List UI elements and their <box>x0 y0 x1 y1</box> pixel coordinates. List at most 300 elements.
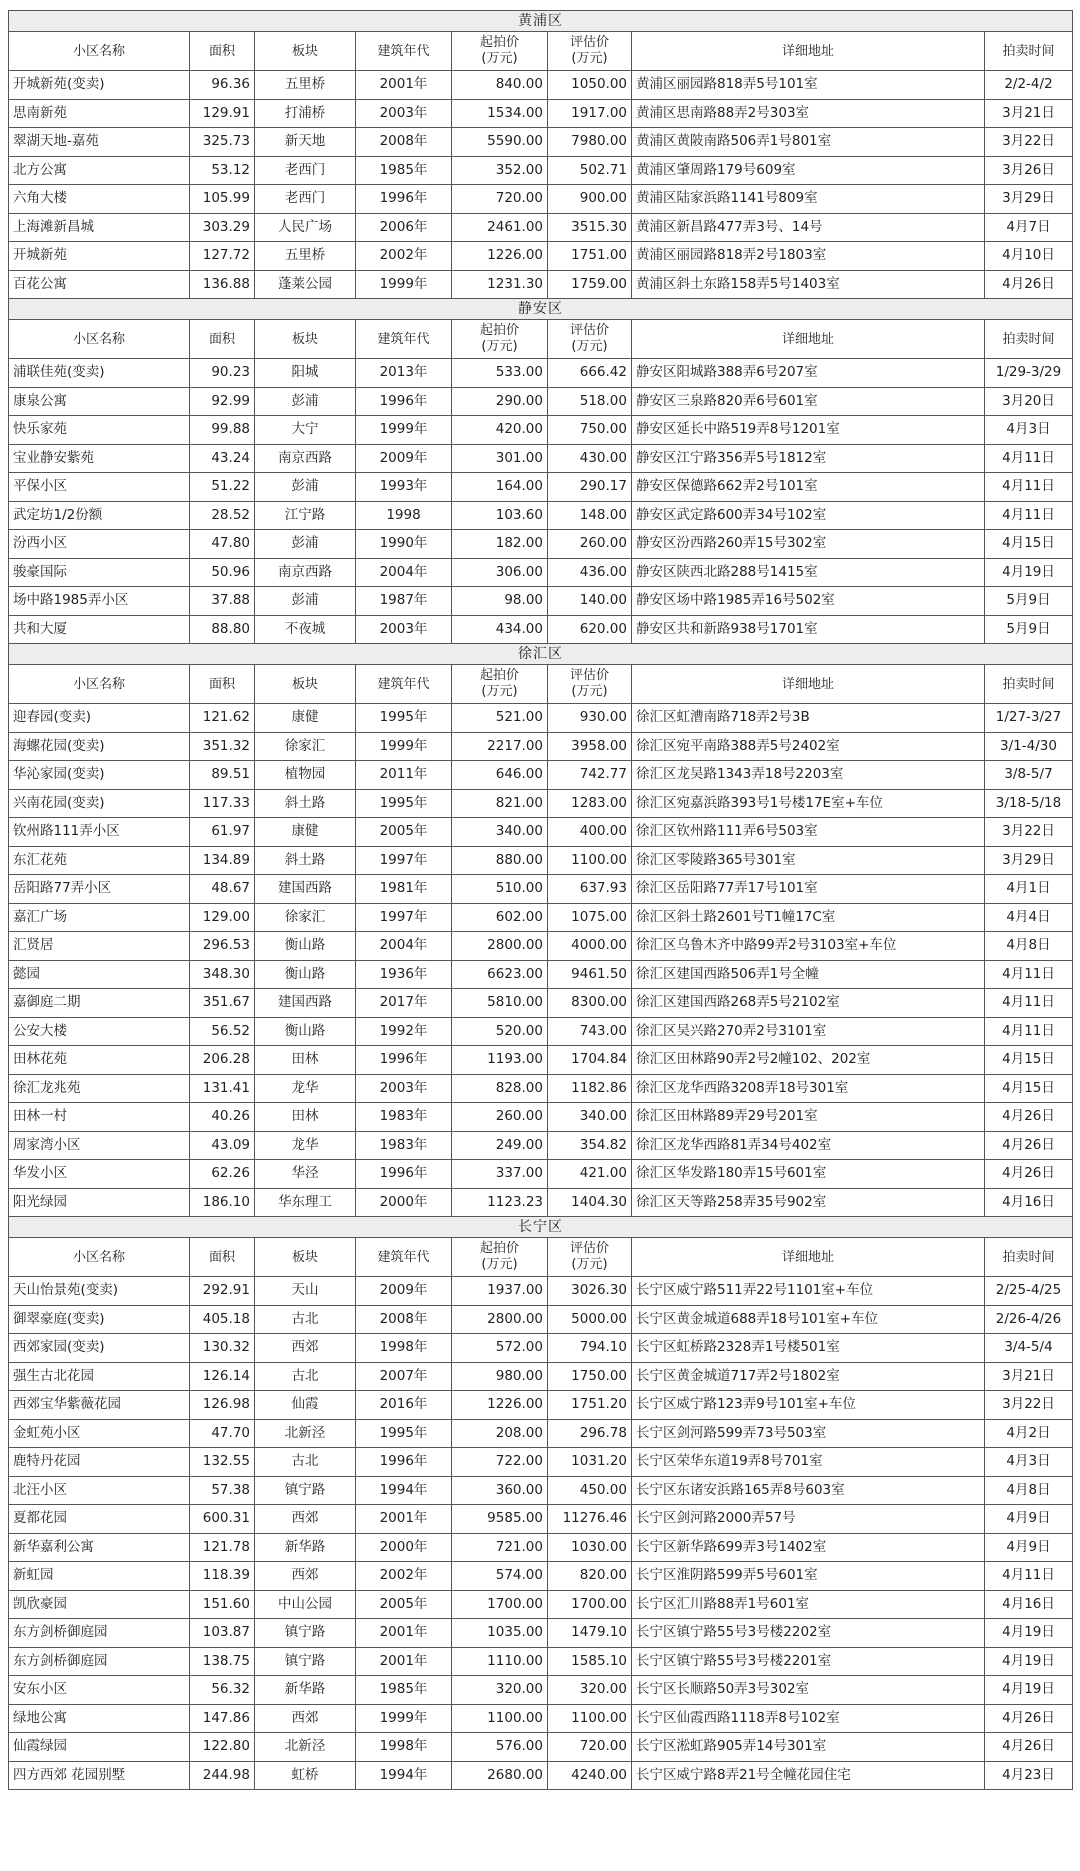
table-body <box>9 11 1073 1790</box>
table-row <box>9 989 1073 1018</box>
cell-auction-date: 4月23日 <box>985 1761 1073 1790</box>
cell-block: 北新泾 <box>255 1419 356 1448</box>
cell-eval-price: 7980.00 <box>548 128 632 157</box>
cell-year: 2001年 <box>356 1647 452 1676</box>
table-row <box>9 1704 1073 1733</box>
cell-block: 建国西路 <box>255 875 356 904</box>
cell-area: 117.33 <box>190 789 255 818</box>
table-row <box>9 1017 1073 1046</box>
table-row <box>9 71 1073 100</box>
header-address: 详细地址 <box>632 1238 985 1277</box>
cell-eval-price: 1585.10 <box>548 1647 632 1676</box>
cell-eval-price: 720.00 <box>548 1733 632 1762</box>
cell-start-price: 2217.00 <box>452 732 548 761</box>
cell-start-price: 821.00 <box>452 789 548 818</box>
cell-address: 徐汇区龙华西路81弄34号402室 <box>632 1131 985 1160</box>
cell-address: 长宁区黄金城道688弄18号101室+车位 <box>632 1305 985 1334</box>
cell-area: 90.23 <box>190 359 255 388</box>
cell-area: 118.39 <box>190 1562 255 1591</box>
cell-area: 121.78 <box>190 1533 255 1562</box>
cell-eval-price: 742.77 <box>548 761 632 790</box>
cell-address: 静安区三泉路820弄6号601室 <box>632 387 985 416</box>
cell-name: 浦联佳苑(变卖) <box>9 359 190 388</box>
table-row <box>9 1590 1073 1619</box>
table-row <box>9 1103 1073 1132</box>
header-area: 面积 <box>190 320 255 359</box>
header-start-price-line1: 起拍价 <box>479 668 519 683</box>
cell-name: 强生古北花园 <box>9 1362 190 1391</box>
cell-eval-price: 1100.00 <box>548 1704 632 1733</box>
cell-address: 长宁区长顺路50弄3号302室 <box>632 1676 985 1705</box>
cell-eval-price: 5000.00 <box>548 1305 632 1334</box>
cell-eval-price: 1700.00 <box>548 1590 632 1619</box>
cell-name: 康泉公寓 <box>9 387 190 416</box>
cell-auction-date: 4月15日 <box>985 1046 1073 1075</box>
cell-year: 2013年 <box>356 359 452 388</box>
cell-name: 徐汇龙兆苑 <box>9 1074 190 1103</box>
cell-eval-price: 900.00 <box>548 185 632 214</box>
cell-name: 周家湾小区 <box>9 1131 190 1160</box>
cell-area: 56.52 <box>190 1017 255 1046</box>
cell-year: 1996年 <box>356 1160 452 1189</box>
cell-block: 田林 <box>255 1046 356 1075</box>
cell-eval-price: 1100.00 <box>548 846 632 875</box>
cell-year: 1981年 <box>356 875 452 904</box>
cell-start-price: 980.00 <box>452 1362 548 1391</box>
cell-start-price: 260.00 <box>452 1103 548 1132</box>
cell-address: 徐汇区钦州路111弄6号503室 <box>632 818 985 847</box>
cell-year: 1998年 <box>356 1733 452 1762</box>
cell-area: 122.80 <box>190 1733 255 1762</box>
cell-name: 华发小区 <box>9 1160 190 1189</box>
cell-area: 351.67 <box>190 989 255 1018</box>
table-row <box>9 1476 1073 1505</box>
cell-eval-price: 1404.30 <box>548 1188 632 1217</box>
district-title: 黄浦区 <box>9 11 1073 32</box>
cell-address: 徐汇区宛平南路388弄5号2402室 <box>632 732 985 761</box>
cell-name: 平保小区 <box>9 473 190 502</box>
cell-block: 建国西路 <box>255 989 356 1018</box>
cell-eval-price: 1759.00 <box>548 270 632 299</box>
cell-year: 2002年 <box>356 1562 452 1591</box>
cell-name: 安东小区 <box>9 1676 190 1705</box>
table-row <box>9 846 1073 875</box>
cell-block: 不夜城 <box>255 615 356 644</box>
cell-name: 西郊宝华紫薇花园 <box>9 1391 190 1420</box>
cell-year: 1997年 <box>356 903 452 932</box>
table-row <box>9 1676 1073 1705</box>
cell-start-price: 306.00 <box>452 558 548 587</box>
header-name: 小区名称 <box>9 320 190 359</box>
district-title-row <box>9 644 1073 665</box>
header-start-price <box>452 32 548 71</box>
table-row <box>9 530 1073 559</box>
cell-block: 老西门 <box>255 185 356 214</box>
header-eval-price-line1: 评估价 <box>569 1241 609 1256</box>
cell-year: 1999年 <box>356 270 452 299</box>
table-row <box>9 960 1073 989</box>
cell-start-price: 1937.00 <box>452 1277 548 1306</box>
cell-name: 鹿特丹花园 <box>9 1448 190 1477</box>
cell-area: 348.30 <box>190 960 255 989</box>
cell-name: 田林一村 <box>9 1103 190 1132</box>
cell-start-price: 1193.00 <box>452 1046 548 1075</box>
cell-eval-price: 421.00 <box>548 1160 632 1189</box>
cell-block: 蓬莱公园 <box>255 270 356 299</box>
cell-area: 130.32 <box>190 1334 255 1363</box>
cell-auction-date: 4月8日 <box>985 932 1073 961</box>
cell-year: 1994年 <box>356 1761 452 1790</box>
cell-block: 古北 <box>255 1305 356 1334</box>
cell-address: 长宁区威宁路8弄21号全幢花园住宅 <box>632 1761 985 1790</box>
cell-area: 47.80 <box>190 530 255 559</box>
cell-year: 1993年 <box>356 473 452 502</box>
cell-name: 嘉御庭二期 <box>9 989 190 1018</box>
cell-block: 江宁路 <box>255 501 356 530</box>
cell-area: 129.91 <box>190 99 255 128</box>
cell-name: 东汇花苑 <box>9 846 190 875</box>
cell-start-price: 434.00 <box>452 615 548 644</box>
cell-block: 田林 <box>255 1103 356 1132</box>
cell-year: 2008年 <box>356 128 452 157</box>
cell-eval-price: 502.71 <box>548 156 632 185</box>
header-block: 板块 <box>255 665 356 704</box>
cell-auction-date: 4月11日 <box>985 989 1073 1018</box>
cell-year: 1983年 <box>356 1103 452 1132</box>
cell-eval-price: 436.00 <box>548 558 632 587</box>
header-address: 详细地址 <box>632 32 985 71</box>
header-start-price-line2: (万元) <box>481 339 518 354</box>
cell-auction-date: 1/29-3/29 <box>985 359 1073 388</box>
cell-area: 147.86 <box>190 1704 255 1733</box>
header-start-price <box>452 665 548 704</box>
cell-year: 1990年 <box>356 530 452 559</box>
header-eval-price-line1: 评估价 <box>569 323 609 338</box>
cell-year: 1987年 <box>356 587 452 616</box>
cell-area: 89.51 <box>190 761 255 790</box>
cell-start-price: 572.00 <box>452 1334 548 1363</box>
cell-start-price: 828.00 <box>452 1074 548 1103</box>
cell-year: 1996年 <box>356 1046 452 1075</box>
cell-area: 121.62 <box>190 704 255 733</box>
cell-block: 徐家汇 <box>255 732 356 761</box>
cell-start-price: 290.00 <box>452 387 548 416</box>
cell-start-price: 646.00 <box>452 761 548 790</box>
cell-start-price: 1226.00 <box>452 1391 548 1420</box>
cell-year: 2003年 <box>356 99 452 128</box>
header-area: 面积 <box>190 1238 255 1277</box>
cell-eval-price: 3515.30 <box>548 213 632 242</box>
cell-year: 1996年 <box>356 387 452 416</box>
cell-address: 长宁区剑河路599弄73号503室 <box>632 1419 985 1448</box>
cell-year: 1999年 <box>356 732 452 761</box>
cell-name: 百花公寓 <box>9 270 190 299</box>
table-row <box>9 501 1073 530</box>
cell-year: 2008年 <box>356 1305 452 1334</box>
cell-name: 海螺花园(变卖) <box>9 732 190 761</box>
cell-auction-date: 1/27-3/27 <box>985 704 1073 733</box>
header-date: 拍卖时间 <box>985 32 1073 71</box>
cell-block: 南京西路 <box>255 558 356 587</box>
cell-address: 长宁区虹桥路2328弄1号楼501室 <box>632 1334 985 1363</box>
cell-start-price: 6623.00 <box>452 960 548 989</box>
cell-auction-date: 3月22日 <box>985 128 1073 157</box>
cell-eval-price: 320.00 <box>548 1676 632 1705</box>
cell-year: 1999年 <box>356 416 452 445</box>
cell-name: 华沁家园(变卖) <box>9 761 190 790</box>
cell-year: 1936年 <box>356 960 452 989</box>
cell-auction-date: 4月9日 <box>985 1533 1073 1562</box>
cell-name: 天山怡景苑(变卖) <box>9 1277 190 1306</box>
cell-start-price: 182.00 <box>452 530 548 559</box>
table-row <box>9 156 1073 185</box>
cell-area: 48.67 <box>190 875 255 904</box>
cell-auction-date: 3月29日 <box>985 185 1073 214</box>
table-row <box>9 1761 1073 1790</box>
cell-block: 徐家汇 <box>255 903 356 932</box>
cell-block: 五里桥 <box>255 71 356 100</box>
cell-address: 长宁区淞虹路905弄14号301室 <box>632 1733 985 1762</box>
cell-auction-date: 4月10日 <box>985 242 1073 271</box>
cell-year: 2005年 <box>356 818 452 847</box>
table-row <box>9 1046 1073 1075</box>
cell-start-price: 2800.00 <box>452 932 548 961</box>
cell-address: 徐汇区田林路89弄29号201室 <box>632 1103 985 1132</box>
cell-address: 长宁区荣华东道19弄8号701室 <box>632 1448 985 1477</box>
cell-eval-price: 930.00 <box>548 704 632 733</box>
cell-auction-date: 4月7日 <box>985 213 1073 242</box>
cell-year: 2001年 <box>356 1505 452 1534</box>
cell-block: 五里桥 <box>255 242 356 271</box>
cell-auction-date: 4月8日 <box>985 1476 1073 1505</box>
cell-year: 2011年 <box>356 761 452 790</box>
cell-area: 53.12 <box>190 156 255 185</box>
cell-year: 1985年 <box>356 156 452 185</box>
cell-block: 中山公园 <box>255 1590 356 1619</box>
cell-start-price: 1123.23 <box>452 1188 548 1217</box>
cell-eval-price: 820.00 <box>548 1562 632 1591</box>
cell-block: 康健 <box>255 818 356 847</box>
cell-eval-price: 140.00 <box>548 587 632 616</box>
cell-auction-date: 4月11日 <box>985 444 1073 473</box>
cell-block: 彭浦 <box>255 587 356 616</box>
table-row <box>9 416 1073 445</box>
table-row <box>9 1533 1073 1562</box>
cell-address: 长宁区淮阴路599弄5号601室 <box>632 1562 985 1591</box>
cell-address: 徐汇区龙吴路1343弄18号2203室 <box>632 761 985 790</box>
cell-address: 徐汇区岳阳路77弄17号101室 <box>632 875 985 904</box>
cell-name: 六角大楼 <box>9 185 190 214</box>
table-row <box>9 1160 1073 1189</box>
cell-year: 2000年 <box>356 1188 452 1217</box>
cell-block: 人民广场 <box>255 213 356 242</box>
cell-block: 镇宁路 <box>255 1647 356 1676</box>
cell-start-price: 840.00 <box>452 71 548 100</box>
table-row <box>9 128 1073 157</box>
cell-area: 186.10 <box>190 1188 255 1217</box>
cell-name: 迎春园(变卖) <box>9 704 190 733</box>
cell-start-price: 1110.00 <box>452 1647 548 1676</box>
cell-area: 103.87 <box>190 1619 255 1648</box>
cell-eval-price: 1479.10 <box>548 1619 632 1648</box>
cell-address: 静安区武定路600弄34号102室 <box>632 501 985 530</box>
cell-block: 彭浦 <box>255 530 356 559</box>
cell-name: 北方公寓 <box>9 156 190 185</box>
cell-auction-date: 3月21日 <box>985 1362 1073 1391</box>
cell-auction-date: 4月19日 <box>985 558 1073 587</box>
table-row <box>9 903 1073 932</box>
cell-eval-price: 1031.20 <box>548 1448 632 1477</box>
cell-year: 1996年 <box>356 185 452 214</box>
cell-address: 长宁区镇宁路55号3号楼2202室 <box>632 1619 985 1648</box>
cell-name: 共和大厦 <box>9 615 190 644</box>
table-row <box>9 213 1073 242</box>
cell-address: 黄浦区黄陂南路506弄1号801室 <box>632 128 985 157</box>
cell-start-price: 164.00 <box>452 473 548 502</box>
cell-block: 华东理工 <box>255 1188 356 1217</box>
cell-start-price: 98.00 <box>452 587 548 616</box>
cell-block: 打浦桥 <box>255 99 356 128</box>
cell-eval-price: 340.00 <box>548 1103 632 1132</box>
table-row <box>9 615 1073 644</box>
cell-auction-date: 4月4日 <box>985 903 1073 932</box>
cell-address: 静安区延长中路519弄8号1201室 <box>632 416 985 445</box>
cell-block: 镇宁路 <box>255 1619 356 1648</box>
cell-eval-price: 400.00 <box>548 818 632 847</box>
cell-year: 1996年 <box>356 1448 452 1477</box>
cell-area: 126.98 <box>190 1391 255 1420</box>
header-area: 面积 <box>190 665 255 704</box>
cell-auction-date: 4月16日 <box>985 1188 1073 1217</box>
cell-year: 2000年 <box>356 1533 452 1562</box>
header-name: 小区名称 <box>9 32 190 71</box>
cell-auction-date: 3/1-4/30 <box>985 732 1073 761</box>
cell-start-price: 320.00 <box>452 1676 548 1705</box>
cell-eval-price: 620.00 <box>548 615 632 644</box>
cell-block: 阳城 <box>255 359 356 388</box>
header-row <box>9 665 1073 704</box>
header-eval-price-line1: 评估价 <box>569 35 609 50</box>
cell-block: 西郊 <box>255 1505 356 1534</box>
cell-block: 西郊 <box>255 1562 356 1591</box>
cell-auction-date: 3月26日 <box>985 156 1073 185</box>
header-block: 板块 <box>255 1238 356 1277</box>
cell-area: 47.70 <box>190 1419 255 1448</box>
cell-block: 彭浦 <box>255 387 356 416</box>
cell-eval-price: 1750.00 <box>548 1362 632 1391</box>
cell-area: 88.80 <box>190 615 255 644</box>
cell-year: 1983年 <box>356 1131 452 1160</box>
cell-address: 徐汇区龙华西路3208弄18号301室 <box>632 1074 985 1103</box>
cell-name: 汾西小区 <box>9 530 190 559</box>
cell-auction-date: 4月11日 <box>985 473 1073 502</box>
cell-start-price: 2680.00 <box>452 1761 548 1790</box>
header-eval-price-line2: (万元) <box>571 51 608 66</box>
table-row <box>9 1362 1073 1391</box>
table-row <box>9 1419 1073 1448</box>
cell-name: 汇贤居 <box>9 932 190 961</box>
table-row <box>9 185 1073 214</box>
cell-auction-date: 3月22日 <box>985 1391 1073 1420</box>
header-eval-price-line2: (万元) <box>571 339 608 354</box>
cell-block: 斜土路 <box>255 846 356 875</box>
table-row <box>9 558 1073 587</box>
cell-address: 徐汇区虹漕南路718弄2号3B <box>632 704 985 733</box>
cell-block: 镇宁路 <box>255 1476 356 1505</box>
cell-start-price: 340.00 <box>452 818 548 847</box>
cell-auction-date: 3/8-5/7 <box>985 761 1073 790</box>
cell-block: 衡山路 <box>255 932 356 961</box>
cell-block: 新天地 <box>255 128 356 157</box>
cell-year: 1998年 <box>356 1334 452 1363</box>
cell-block: 植物园 <box>255 761 356 790</box>
cell-start-price: 720.00 <box>452 185 548 214</box>
cell-year: 2007年 <box>356 1362 452 1391</box>
table-row <box>9 818 1073 847</box>
cell-start-price: 5590.00 <box>452 128 548 157</box>
header-eval-price <box>548 32 632 71</box>
header-date: 拍卖时间 <box>985 665 1073 704</box>
cell-auction-date: 4月3日 <box>985 416 1073 445</box>
cell-year: 2009年 <box>356 444 452 473</box>
cell-name: 御翠豪庭(变卖) <box>9 1305 190 1334</box>
cell-area: 600.31 <box>190 1505 255 1534</box>
cell-block: 天山 <box>255 1277 356 1306</box>
cell-area: 405.18 <box>190 1305 255 1334</box>
cell-area: 92.99 <box>190 387 255 416</box>
table-row <box>9 242 1073 271</box>
header-area: 面积 <box>190 32 255 71</box>
cell-name: 快乐家苑 <box>9 416 190 445</box>
cell-eval-price: 430.00 <box>548 444 632 473</box>
cell-start-price: 1534.00 <box>452 99 548 128</box>
cell-name: 翠湖天地-嘉苑 <box>9 128 190 157</box>
cell-auction-date: 4月19日 <box>985 1676 1073 1705</box>
district-title-row <box>9 299 1073 320</box>
cell-name: 西郊家园(变卖) <box>9 1334 190 1363</box>
cell-auction-date: 4月11日 <box>985 1017 1073 1046</box>
table-row <box>9 1305 1073 1334</box>
cell-address: 黄浦区陆家浜路1141号809室 <box>632 185 985 214</box>
cell-start-price: 880.00 <box>452 846 548 875</box>
cell-start-price: 521.00 <box>452 704 548 733</box>
cell-name: 新华嘉利公寓 <box>9 1533 190 1562</box>
cell-address: 静安区保德路662弄2号101室 <box>632 473 985 502</box>
cell-eval-price: 518.00 <box>548 387 632 416</box>
cell-start-price: 602.00 <box>452 903 548 932</box>
cell-block: 仙霞 <box>255 1391 356 1420</box>
cell-name: 田林花苑 <box>9 1046 190 1075</box>
cell-area: 292.91 <box>190 1277 255 1306</box>
cell-area: 57.38 <box>190 1476 255 1505</box>
cell-area: 131.41 <box>190 1074 255 1103</box>
cell-block: 北新泾 <box>255 1733 356 1762</box>
cell-name: 思南新苑 <box>9 99 190 128</box>
cell-address: 黄浦区丽园路818弄5号101室 <box>632 71 985 100</box>
cell-area: 132.55 <box>190 1448 255 1477</box>
table-row <box>9 1647 1073 1676</box>
cell-address: 徐汇区零陵路365号301室 <box>632 846 985 875</box>
table-row <box>9 1131 1073 1160</box>
table-row <box>9 1733 1073 1762</box>
cell-auction-date: 4月15日 <box>985 1074 1073 1103</box>
cell-year: 1995年 <box>356 789 452 818</box>
header-block: 板块 <box>255 320 356 359</box>
cell-start-price: 1035.00 <box>452 1619 548 1648</box>
cell-block: 西郊 <box>255 1334 356 1363</box>
cell-area: 126.14 <box>190 1362 255 1391</box>
cell-start-price: 1231.30 <box>452 270 548 299</box>
